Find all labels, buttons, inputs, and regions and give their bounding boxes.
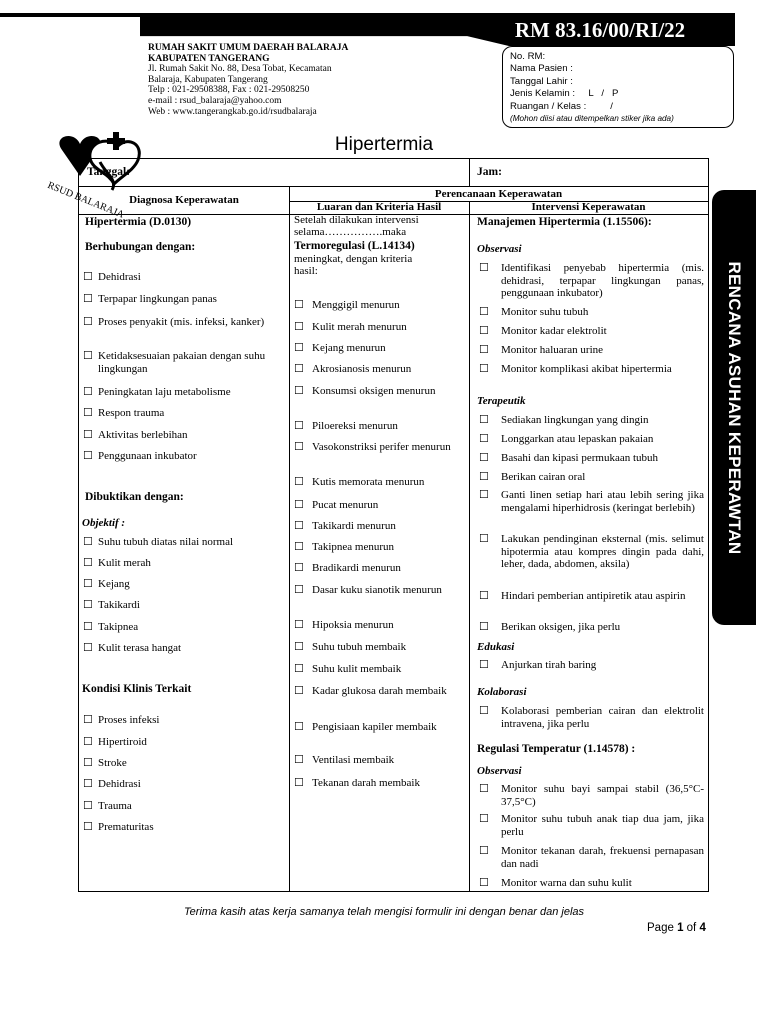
luaran-item-label: Suhu kulit membaik [312,663,402,675]
observasi-item[interactable] [479,344,704,357]
checkbox[interactable]: ☐ [83,271,93,283]
page-current: 1 [677,922,684,934]
checkbox[interactable]: ☐ [479,877,489,889]
checkbox[interactable]: ☐ [479,414,489,426]
berhubungan-item[interactable] [83,429,288,442]
checkbox[interactable]: ☐ [479,813,489,825]
luaran-item[interactable] [294,663,464,676]
kondisi-item-label: Proses infeksi [98,714,160,726]
objektif-item-label: Takikardi [98,599,140,611]
col-divider [469,159,470,186]
luaran-intro-1: Setelah dilakukan intervensi [294,214,419,226]
checkbox[interactable]: ☐ [83,316,93,328]
berhubungan-item[interactable] [83,450,288,463]
checkbox[interactable]: ☐ [479,433,489,445]
col-header-diagnosa: Diagnosa Keperawatan [129,194,239,206]
luaran-intro-3: meningkat, dengan kriteria [294,253,413,265]
observasi-item[interactable] [479,325,704,338]
checkbox[interactable]: ☐ [479,621,489,633]
berhubungan-item[interactable] [83,350,288,375]
objektif-item[interactable] [83,536,288,549]
luaran-item-label: Pengisiaan kapiler membaik [312,721,437,733]
luaran-item-label: Kutis memorata menurun [312,476,425,488]
luaran-item-label: Dasar kuku sianotik menurun [312,584,442,596]
berhubungan-item-label: Aktivitas berlebihan [98,429,188,441]
checkbox[interactable]: ☐ [83,293,93,305]
kondisi-item-label: Dehidrasi [98,778,141,790]
kolaborasi-item[interactable] [479,705,704,730]
kondisi-item[interactable] [83,757,288,770]
checkbox[interactable]: ☐ [83,350,93,362]
checkbox[interactable]: ☐ [83,407,93,419]
checkbox[interactable]: ☐ [294,476,304,488]
checkbox[interactable]: ☐ [294,441,304,453]
objektif-item-label: Takipnea [98,621,139,633]
luaran-item-label: Kadar glukosa darah membaik [312,685,447,697]
luaran-item-label: Suhu tubuh membaik [312,641,407,653]
patient-note: (Mohon diisi atau ditempelkan stiker jika ada) [510,114,674,124]
page-middle: of [683,922,700,934]
terapeutik-heading: Terapeutik [477,395,526,407]
terapeutik-item[interactable] [479,471,704,484]
checkbox[interactable]: ☐ [294,663,304,675]
kondisi-item[interactable] [83,714,288,727]
checkbox[interactable]: ☐ [294,754,304,766]
luaran-item[interactable] [294,342,464,355]
terapeutik-item-label: Berikan oksigen, jika perlu [501,621,621,633]
dibuktikan-heading: Dibuktikan dengan: [85,491,184,503]
terapeutik-item[interactable] [479,452,704,465]
hospital-name: RUMAH SAKIT UMUM DAERAH BALARAJA [148,43,349,53]
luaran-item[interactable] [294,619,464,632]
checkbox[interactable]: ☐ [479,363,489,375]
luaran-item-label: Ventilasi membaik [312,754,395,766]
luaran-title: Termoregulasi (L.14134) [294,240,415,252]
patient-identity-box [502,46,734,128]
luaran-item-label: Akrosianosis menurun [312,363,412,375]
checkbox[interactable]: ☐ [294,584,304,596]
berhubungan-item-label: Peningkatan laju metabolisme [98,386,231,398]
observasi2-item-label: Monitor suhu tubuh anak tiap dua jam, jika perlu [501,813,704,838]
patient-room: Ruangan / Kelas : / [510,100,613,112]
observasi-item-label: Monitor kadar elektrolit [501,325,607,337]
hospital-web: Web : www.tangerangkab.go.id/rsudbalaraja [148,106,317,117]
luaran-item[interactable] [294,754,464,767]
luaran-item[interactable] [294,499,464,512]
checkbox[interactable]: ☐ [83,714,93,726]
objektif-heading: Objektif : [82,517,126,529]
observasi2-item-label: Monitor suhu bayi sampai stabil (36,5°C-37,5°C) [501,783,704,808]
checkbox[interactable]: ☐ [294,562,304,574]
luaran-item-label: Vasokonstriksi perifer menurun [312,441,451,453]
checkbox[interactable]: ☐ [294,420,304,432]
checkbox[interactable]: ☐ [83,757,93,769]
observasi2-item-label: Monitor tekanan darah, frekuensi pernapasan dan nadi [501,845,704,870]
checkbox[interactable]: ☐ [294,685,304,697]
checkbox[interactable]: ☐ [83,429,93,441]
luaran-item[interactable] [294,321,464,334]
luaran-item-label: Hipoksia menurun [312,619,394,631]
observasi-item[interactable] [479,306,704,319]
checkbox[interactable]: ☐ [83,536,93,548]
observasi2-item-label: Monitor warna dan suhu kulit [501,877,632,889]
checkbox[interactable]: ☐ [294,299,304,311]
luaran-item-label: Tekanan darah membaik [312,777,420,789]
luaran-item[interactable] [294,299,464,312]
regulasi-title: Regulasi Temperatur (1.14578) : [477,743,636,755]
terapeutik-item[interactable] [479,533,704,571]
terapeutik-item-label: Berikan cairan oral [501,471,586,483]
luaran-item[interactable] [294,721,464,734]
observasi-heading: Observasi [477,243,522,255]
luaran-intro-4: hasil: [294,265,318,277]
berhubungan-item[interactable] [83,407,288,420]
checkbox[interactable]: ☐ [294,777,304,789]
luaran-item[interactable] [294,441,464,454]
berhubungan-item-label: Proses penyakit (mis. infeksi, kanker) [98,316,265,328]
care-plan-form [78,158,709,892]
kondisi-item-label: Hipertiroid [98,736,147,748]
footer-note: Terima kasih atas kerja samanya telah mengisi formulir ini dengan benar dan jelas [183,906,585,918]
col-divider [469,201,470,891]
checkbox[interactable]: ☐ [83,621,93,633]
checkbox[interactable]: ☐ [83,386,93,398]
terapeutik-item-label: Longgarkan atau lepaskan pakaian [501,433,654,445]
checkbox[interactable]: ☐ [83,578,93,590]
row-divider [79,186,708,187]
checkbox[interactable]: ☐ [83,642,93,654]
col-divider [289,186,290,891]
luaran-item-label: Menggigil menurun [312,299,400,311]
kondisi-heading: Kondisi Klinis Terkait [82,683,192,695]
kondisi-item[interactable] [83,736,288,749]
col-header-luaran: Luaran dan Kriteria Hasil [316,201,442,213]
luaran-item[interactable] [294,541,464,554]
terapeutik-item-label: Hindari pemberian antipiretik atau aspirin [501,590,686,602]
kondisi-item-label: Stroke [98,757,127,769]
jam-label: Jam: [477,166,502,178]
checkbox[interactable]: ☐ [294,641,304,653]
observasi2-item[interactable] [479,813,704,838]
hospital-region: KABUPATEN TANGERANG [148,53,270,64]
terapeutik-item[interactable] [479,433,704,446]
checkbox[interactable]: ☐ [294,385,304,397]
terapeutik-item[interactable] [479,590,704,603]
observasi-item-label: Identifikasi penyebab hipertermia (mis. dehidrasi, terpapar lingkungan panas, penggunaan inkubator) [501,262,704,300]
checkbox[interactable]: ☐ [83,450,93,462]
berhubungan-heading: Berhubungan dengan: [85,241,196,253]
terapeutik-item-label: Ganti linen setiap hari atau lebih sering jika mengalami hiperhidrosis (keringat berlebih) [501,489,704,514]
objektif-item[interactable] [83,642,288,655]
luaran-item-label: Konsumsi oksigen menurun [312,385,436,397]
luaran-item-label: Takipnea menurun [312,541,395,553]
berhubungan-item-label: Penggunaan inkubator [98,450,197,462]
observasi2-heading: Observasi [477,765,522,777]
observasi-item-label: Monitor haluaran urine [501,344,604,356]
kondisi-item[interactable] [83,778,288,791]
kondisi-item[interactable] [83,800,288,813]
edukasi-item[interactable] [479,659,704,672]
luaran-item[interactable] [294,641,464,654]
page-total: 4 [699,922,706,934]
checkbox[interactable]: ☐ [479,325,489,337]
diagnosa-title: Hipertermia (D.0130) [85,216,192,228]
berhubungan-item-label: Ketidaksesuaian pakaian dengan suhu lingkungan [98,350,266,375]
checkbox[interactable]: ☐ [479,262,489,274]
observasi2-item[interactable] [479,783,704,808]
berhubungan-item-label: Dehidrasi [98,271,141,283]
observasi2-item[interactable] [479,845,704,870]
objektif-item[interactable] [83,557,288,570]
berhubungan-item[interactable] [83,386,288,399]
patient-name: Nama Pasien : [510,63,573,75]
kondisi-item-label: Trauma [98,800,132,812]
luaran-item-label: Kulit merah menurun [312,321,407,333]
checkbox[interactable]: ☐ [294,541,304,553]
berhubungan-item-label: Respon trauma [98,407,165,419]
terapeutik-item-label: Sediakan lingkungan yang dingin [501,414,649,426]
checkbox[interactable]: ☐ [479,489,489,501]
berhubungan-item-label: Terpapar lingkungan panas [98,293,217,305]
luaran-item[interactable] [294,385,464,398]
luaran-item-label: Pucat menurun [312,499,379,511]
terapeutik-item[interactable] [479,489,704,514]
terapeutik-item[interactable] [479,414,704,427]
checkbox[interactable]: ☐ [83,599,93,611]
kolaborasi-item-label: Kolaborasi pemberian cairan dan elektrolit intravena, jika perlu [501,705,704,730]
checkbox[interactable]: ☐ [294,721,304,733]
luaran-item[interactable] [294,520,464,533]
objektif-item-label: Kulit terasa hangat [98,642,182,654]
page-indicator [647,922,706,934]
checkbox[interactable]: ☐ [294,321,304,333]
checkbox[interactable]: ☐ [479,783,489,795]
intervensi-title: Manajemen Hipertermia (1.15506): [477,216,652,228]
terapeutik-item-label: Lakukan pendinginan eksternal (mis. selimut hipotermia atau kompres dingin pada dahi, leher, dada, abdomen, aksila) [501,533,704,571]
berhubungan-item[interactable] [83,316,288,329]
checkbox[interactable]: ☐ [83,736,93,748]
objektif-item-label: Kulit merah [98,557,151,569]
checkbox[interactable]: ☐ [479,471,489,483]
berhubungan-item[interactable] [83,271,288,284]
luaran-item[interactable] [294,363,464,376]
luaran-item-label: Piloereksi menurun [312,420,398,432]
checkbox[interactable]: ☐ [479,705,489,717]
luaran-intro-2: selama…………….maka [294,226,407,238]
col-header-intervensi: Intervensi Keperawatan [531,201,646,213]
observasi-item-label: Monitor suhu tubuh [501,306,589,318]
terapeutik-item[interactable] [479,621,704,634]
objektif-item-label: Suhu tubuh diatas nilai normal [98,536,234,548]
edukasi-item-label: Anjurkan tirah baring [501,659,597,671]
luaran-item[interactable] [294,562,464,575]
checkbox[interactable]: ☐ [479,533,489,545]
checkbox[interactable]: ☐ [479,306,489,318]
page-title: Hipertermia [334,134,434,155]
checkbox[interactable]: ☐ [294,520,304,532]
checkbox[interactable]: ☐ [83,778,93,790]
observasi2-item[interactable] [479,877,704,890]
checkbox[interactable]: ☐ [83,821,93,833]
luaran-item[interactable] [294,420,464,433]
kondisi-item-label: Prematuritas [98,821,154,833]
checkbox[interactable]: ☐ [294,363,304,375]
edukasi-heading: Edukasi [477,641,515,653]
patient-gender: Jenis Kelamin : L / P [510,88,619,100]
hospital-email: e-mail : rsud_balaraja@yahoo.com [148,95,282,106]
page-prefix: Page [647,922,678,934]
header-rule [0,13,140,17]
checkbox[interactable]: ☐ [479,659,489,671]
logo-text: RSUD BALARAJA [45,180,126,221]
luaran-item-label: Bradikardi menurun [312,562,401,574]
observasi-item[interactable] [479,363,704,376]
berhubungan-item[interactable] [83,293,288,306]
checkbox[interactable]: ☐ [479,590,489,602]
sidebar-title: RENCANA ASUHAN KEPERAWTAN [725,261,744,555]
hospital-address-1: Jl. Rumah Sakit No. 88, Desa Tobat, Kecamatan [148,64,332,75]
checkbox[interactable]: ☐ [294,499,304,511]
patient-no-rm: No. RM: [510,51,546,62]
objektif-item[interactable] [83,621,288,634]
checkbox[interactable]: ☐ [479,845,489,857]
checkbox[interactable]: ☐ [83,557,93,569]
checkbox[interactable]: ☐ [479,344,489,356]
checkbox[interactable]: ☐ [294,619,304,631]
objektif-item[interactable] [83,578,288,591]
objektif-item-label: Kejang [98,578,130,590]
patient-birthdate: Tanggal Lahir : [510,75,573,87]
hospital-info [148,43,478,117]
luaran-item-label: Kejang menurun [312,342,386,354]
luaran-item-label: Takikardi menurun [312,520,396,532]
kolaborasi-heading: Kolaborasi [477,686,527,698]
luaran-item[interactable] [294,584,464,597]
luaran-item[interactable] [294,685,464,698]
tanggal-label: Tanggal: [87,166,131,178]
rm-code: RM 83.16/00/RI/22 [514,18,686,42]
luaran-item[interactable] [294,777,464,790]
checkbox[interactable]: ☐ [479,452,489,464]
checkbox[interactable]: ☐ [294,342,304,354]
col-header-perencanaan: Perencanaan Keperawatan [434,188,563,200]
hospital-phone: Telp : 021-29508388, Fax : 021-29508250 [148,85,310,96]
kondisi-item[interactable] [83,821,288,834]
observasi-item-label: Monitor komplikasi akibat hipertermia [501,363,672,375]
hospital-address-2: Balaraja, Kabupaten Tangerang [148,74,268,85]
observasi-item[interactable] [479,262,704,300]
luaran-item[interactable] [294,476,464,489]
terapeutik-item-label: Basahi dan kipasi permukaan tubuh [501,452,659,464]
checkbox[interactable]: ☐ [83,800,93,812]
objektif-item[interactable] [83,599,288,612]
